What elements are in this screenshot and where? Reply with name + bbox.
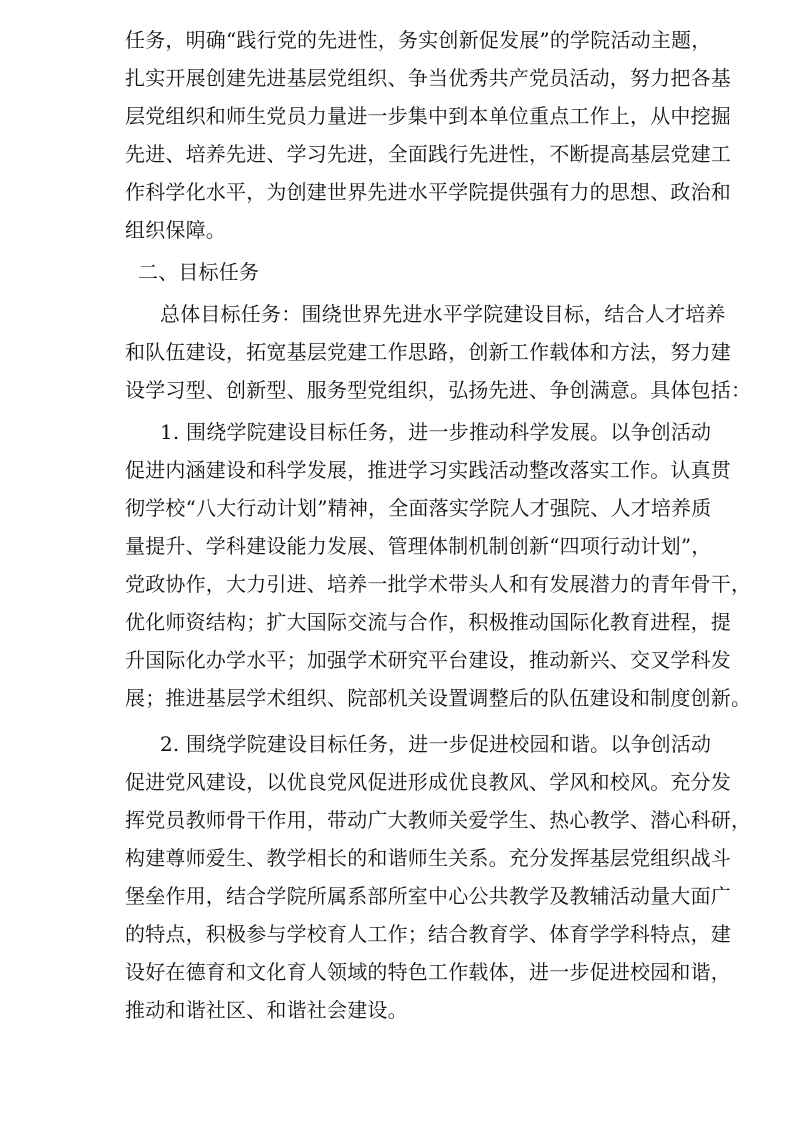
paragraph-line: 促进党风建设，以优良党风促进形成优良教风、学风和校风。充分发 <box>125 770 731 794</box>
paragraph-line: 扎实开展创建先进基层党组织、争当优秀共产党员活动，努力把各基 <box>125 66 731 90</box>
paragraph-line: 先进、培养先进、学习先进，全面践行先进性，不断提高基层党建工 <box>125 142 731 166</box>
paragraph-line: 推动和谐社区、和谐社会建设。 <box>125 998 408 1022</box>
paragraph-line: 任务，明确“践行党的先进性，务实创新促发展”的学院活动主题， <box>125 28 712 52</box>
paragraph-line: 和队伍建设，拓宽基层党建工作思路，创新工作载体和方法，努力建 <box>125 340 731 364</box>
paragraph-line: 构建尊师爱生、教学相长的和谐师生关系。充分发挥基层党组织战斗 <box>125 846 731 870</box>
paragraph-line: 彻学校“八大行动计划”精神，全面落实学院人才强院、人才培养质 <box>125 496 712 520</box>
paragraph-line: 的特点，积极参与学校育人工作；结合教育学、体育学学科特点，建 <box>125 922 731 946</box>
paragraph-line: 组织保障。 <box>125 218 226 242</box>
paragraph-line: 展；推进基层学术组织、院部机关设置调整后的队伍建设和制度创新。 <box>125 686 752 710</box>
paragraph-line: 量提升、学科建设能力发展、管理体制机制创新“四项行动计划”， <box>125 534 712 558</box>
paragraph-line: 作科学化水平，为创建世界先进水平学院提供强有力的思想、政治和 <box>125 180 731 204</box>
list-item-line: 1. 围绕学院建设目标任务，进一步推动科学发展。以争创活动 <box>160 420 712 444</box>
paragraph-line: 堡垒作用，结合学院所属系部所室中心公共教学及教辅活动量大面广 <box>125 884 731 908</box>
paragraph-line: 促进内涵建设和科学发展，推进学习实践活动整改落实工作。认真贯 <box>125 458 731 482</box>
section-heading: 二、目标任务 <box>138 260 260 284</box>
paragraph-line: 总体目标任务：围绕世界先进水平学院建设目标，结合人才培养 <box>160 302 726 326</box>
paragraph-line: 层党组织和师生党员力量进一步集中到本单位重点工作上，从中挖掘 <box>125 104 731 128</box>
paragraph-line: 党政协作，大力引进、培养一批学术带头人和有发展潜力的青年骨干， <box>125 572 752 596</box>
paragraph-line: 设学习型、创新型、服务型党组织，弘扬先进、争创满意。具体包括： <box>125 378 752 402</box>
paragraph-line: 升国际化办学水平；加强学术研究平台建设，推动新兴、交叉学科发 <box>125 648 731 672</box>
paragraph-line: 设好在德育和文化育人领域的特色工作载体，进一步促进校园和谐， <box>125 960 731 984</box>
paragraph-line: 优化师资结构；扩大国际交流与合作，积极推动国际化教育进程，提 <box>125 610 731 634</box>
list-item-line: 2. 围绕学院建设目标任务，进一步促进校园和谐。以争创活动 <box>160 732 712 756</box>
paragraph-line: 挥党员教师骨干作用，带动广大教师关爱学生、热心教学、潜心科研， <box>125 808 752 832</box>
